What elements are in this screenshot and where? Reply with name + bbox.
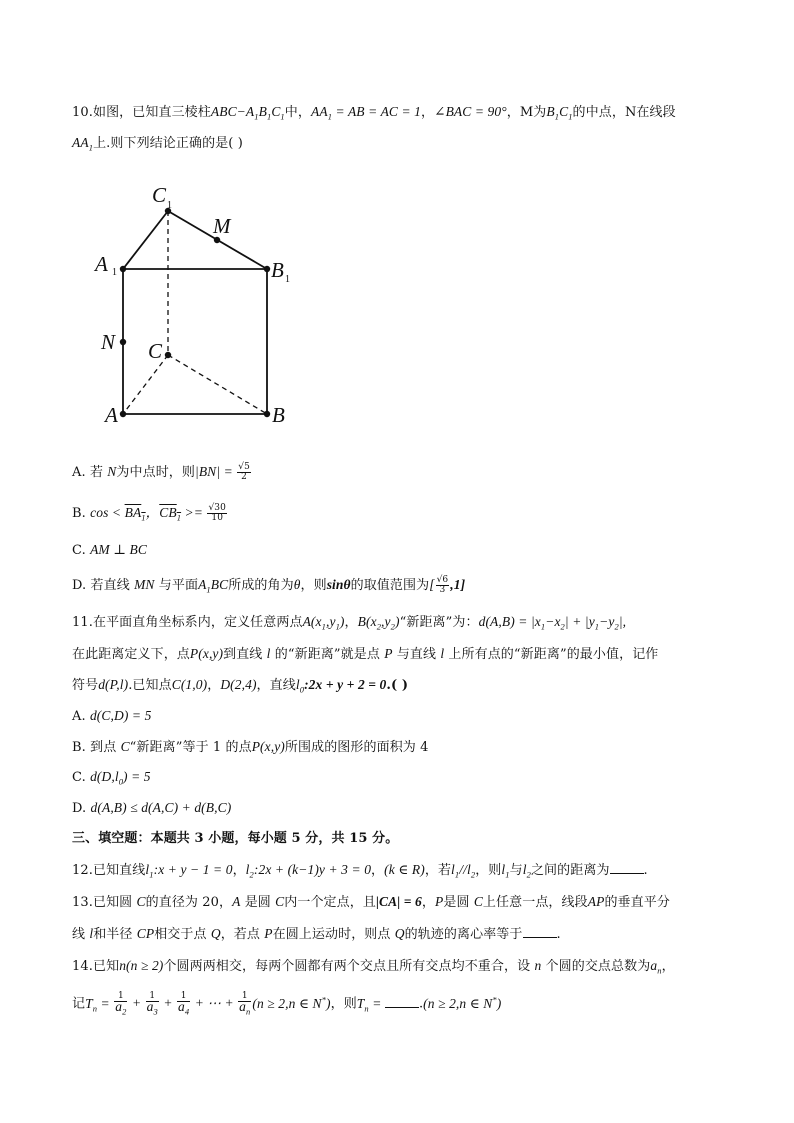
label-a: A (105, 403, 118, 427)
math: :2x + (k−1)y + 3 = 0 (253, 862, 372, 877)
math: CP (136, 926, 155, 941)
text: 的垂直平分 (604, 895, 670, 910)
text: 和半径 (93, 927, 137, 942)
math: //l (459, 862, 471, 877)
sup: * (492, 994, 497, 1004)
text: 上任意一点，线段 (482, 895, 588, 910)
text: ， (207, 678, 221, 693)
fraction (114, 992, 127, 1017)
point-b1 (264, 266, 270, 272)
label-b1-sub: 1 (285, 274, 290, 285)
math: C (120, 739, 130, 754)
math: = (97, 995, 114, 1011)
math: a (239, 998, 247, 1014)
fraction (146, 992, 159, 1017)
sub: n (246, 1006, 251, 1017)
sub: 1 (327, 111, 333, 122)
text: ， (344, 615, 358, 630)
math: A (232, 894, 241, 909)
q10-option-c (72, 541, 147, 560)
text: . (418, 996, 424, 1012)
math: θ (293, 577, 301, 592)
math: ) (339, 614, 345, 629)
math: AA (310, 104, 328, 119)
math: l (245, 862, 250, 877)
math: = (368, 995, 385, 1011)
sub: 1 (321, 621, 326, 632)
text: ， (421, 105, 435, 120)
fraction (207, 504, 227, 523)
math: ,y (325, 614, 336, 629)
denominator: 10 (211, 513, 224, 523)
sub: 1 (254, 111, 259, 122)
math: l (89, 926, 94, 941)
label-m: M (213, 214, 231, 238)
sub: n (92, 1003, 98, 1014)
math: N (107, 464, 117, 479)
math: BA (124, 505, 142, 520)
math: P(x,y) (251, 739, 285, 754)
denominator: 2 (241, 472, 247, 482)
label-b: B (272, 403, 285, 427)
sub: n (657, 965, 662, 976)
math: |, (618, 614, 627, 629)
math: n (534, 958, 542, 973)
math: ， (145, 505, 160, 520)
math: MN (134, 577, 155, 592)
edge-a1c1 (123, 211, 168, 269)
q10-option-d (72, 576, 465, 599)
text: 12.已知直线 (72, 863, 146, 878)
math: ABC−A (210, 104, 255, 119)
math: | + |y (564, 614, 595, 629)
sub: 1 (206, 584, 211, 595)
q13-line2 (72, 925, 561, 944)
math: AP (587, 894, 605, 909)
q11-option-d (72, 799, 231, 818)
math: |BN| = (195, 464, 237, 479)
sub: 4 (184, 1006, 190, 1017)
math: A(x (302, 614, 322, 629)
text: ，则 (300, 578, 327, 593)
text: ，若点 (220, 927, 265, 942)
numerator: 1 (114, 992, 127, 1002)
math: BC (210, 577, 229, 592)
sub: 1 (540, 621, 546, 632)
q10-stem-line1 (72, 103, 676, 126)
math: ,1] (450, 577, 466, 592)
text: ，则 (330, 996, 357, 1012)
point-a1 (120, 266, 126, 272)
numerator: 1 (146, 992, 159, 1002)
fraction (237, 463, 251, 482)
sub: 1 (568, 111, 573, 122)
sub: 2 (249, 869, 254, 880)
sub: n (364, 1003, 369, 1014)
text: ，若 (424, 863, 452, 878)
text: A. 若 (72, 465, 108, 480)
text: .已知点 (128, 678, 172, 693)
text: 13.已知圆 (72, 895, 137, 910)
label-c1: C (152, 183, 167, 207)
sub: 1 (505, 869, 510, 880)
sub: 1 (280, 111, 285, 122)
q11-stem-line1 (72, 613, 626, 636)
text: “新距离”等于 1 的点 (129, 740, 252, 755)
math: :2x + y + 2 = 0 (304, 677, 387, 692)
math: cos < (90, 505, 125, 520)
edge-cb-hidden (168, 355, 267, 414)
math: |CA| = 6 (375, 894, 422, 909)
math: (n ≥ 2,n ∈ N (252, 995, 322, 1011)
math: >= (181, 505, 207, 520)
math: ) (325, 995, 331, 1011)
math: l (522, 862, 527, 877)
text: 11.在平面直角坐标系内，定义任意两点 (72, 615, 303, 630)
label-b1: B (271, 258, 284, 282)
sub: 1 (554, 111, 560, 122)
sub: 2 (526, 869, 531, 880)
text: 中， (284, 105, 311, 120)
text: 与平面 (154, 578, 199, 593)
math: d(A,B) = |x (478, 614, 541, 629)
text: ， (661, 959, 675, 974)
math: a (115, 998, 123, 1014)
math: B(x (357, 614, 377, 629)
text: ， (232, 863, 246, 878)
text: ， (371, 863, 385, 878)
sub: 2 (390, 621, 395, 632)
sub: 1 (88, 142, 94, 153)
sup: * (321, 994, 326, 1004)
text: 在圆上运动时，则点 (272, 927, 395, 942)
text: ，则 (475, 863, 502, 878)
fraction (238, 992, 251, 1017)
text: . (643, 863, 648, 878)
math: C(1,0) (171, 677, 208, 692)
math: T (85, 995, 93, 1011)
label-c: C (148, 339, 163, 363)
math: l (266, 646, 271, 661)
math: AM ⊥ BC (90, 542, 147, 557)
math: B (258, 104, 267, 119)
q14-line1 (72, 957, 675, 980)
text: 的轨迹的离心率等于 (404, 927, 523, 942)
q12 (72, 861, 648, 884)
math: (k ∈ R) (384, 862, 425, 877)
section-heading: 三、填空题：本题共 3 小题，每小题 5 分，共 15 分。 (72, 831, 399, 846)
text: 与直线 (392, 647, 441, 662)
q11-stem-line3 (72, 676, 408, 699)
sub: 0 (299, 684, 305, 695)
text: 为中点时，则 (116, 465, 196, 480)
q11-option-c (72, 768, 151, 791)
sub: 0 (118, 776, 124, 787)
text: 记 (72, 996, 86, 1012)
point-b (264, 411, 270, 417)
math: l (440, 646, 445, 661)
q10-option-a (72, 463, 252, 482)
math: a (146, 998, 154, 1014)
math: d(D,l (90, 769, 119, 784)
numerator: √5 (238, 462, 250, 472)
text: ，M为 (506, 105, 547, 120)
sub: 2 (122, 1006, 127, 1017)
text: “新距离”为： (399, 615, 479, 630)
sub: 2 (614, 621, 619, 632)
math: −y (599, 614, 615, 629)
math: ) (394, 614, 400, 629)
text: 是圆 (443, 895, 474, 910)
text: 与 (509, 863, 523, 878)
math: ) (496, 995, 502, 1011)
sub: 1 (594, 621, 600, 632)
text: D. (72, 801, 91, 816)
numerator: √30 (208, 503, 226, 513)
sub: 1 (454, 869, 460, 880)
sub: 2 (560, 621, 565, 632)
math: l (295, 677, 300, 692)
point-a (120, 411, 126, 417)
text: 上所有点的“新距离”的最小值，记作 (444, 647, 659, 662)
math: AA (72, 135, 89, 150)
text: 是圆 (240, 895, 276, 910)
answer-blank[interactable] (523, 925, 557, 938)
math: a (178, 998, 185, 1014)
text: B. 到点 (72, 740, 121, 755)
prism-figure (92, 178, 302, 428)
text: 内一个定点，且 (284, 895, 376, 910)
math: P (435, 894, 444, 909)
text: ， (421, 895, 436, 910)
math: + (128, 995, 145, 1011)
sub: 3 (153, 1006, 158, 1017)
sub: 1 (149, 869, 154, 880)
math: l (145, 862, 150, 877)
sub: 2 (376, 621, 382, 632)
text: 的中点，N在线段 (572, 105, 676, 120)
q10-option-b (72, 504, 228, 527)
text: 之间的距离为 (530, 863, 610, 878)
math: ,y (381, 614, 391, 629)
math: :x + y − 1 = 0 (153, 862, 233, 877)
q13-line1 (72, 893, 670, 912)
text: 符号 (72, 678, 99, 693)
point-c (165, 352, 171, 358)
math: B (546, 104, 555, 119)
math: sinθ (326, 577, 351, 592)
math: −x (545, 614, 561, 629)
math: CB (159, 505, 177, 520)
text: 相交于点 (154, 927, 211, 942)
text: .( ) (386, 678, 409, 693)
math: P (264, 926, 273, 941)
label-a1-sub: 1 (112, 267, 117, 278)
math: C (559, 104, 569, 119)
math: C (275, 894, 285, 909)
text: 个圆两两相交，每两个圆都有两个交点且所有交点均不重合，设 (163, 959, 535, 974)
text: 所围成的图形的面积为 4 (284, 740, 429, 755)
text: 的“新距离”就是点 (270, 647, 385, 662)
label-a1: A (95, 252, 108, 276)
sub: 1 (335, 621, 340, 632)
text: B. (72, 506, 91, 521)
math: D(2,4) (220, 677, 257, 692)
text: 10.如图，已知直三棱柱 (72, 105, 211, 120)
q11-option-b (72, 738, 429, 757)
text: 上.则下列结论正确的是( ) (93, 136, 243, 151)
math: T (356, 995, 365, 1011)
text: 的直径为 20， (145, 895, 233, 910)
math: (n ≥ 2,n ∈ N (423, 995, 493, 1011)
math: + ⋯ + (191, 995, 238, 1011)
denominator: 3 (439, 585, 446, 595)
math: d(C,D) = 5 (89, 708, 152, 723)
math: d(A,B) ≤ d(A,C) + d(B,C) (90, 800, 232, 815)
answer-blank[interactable] (610, 861, 644, 874)
text: 14.已知 (72, 959, 120, 974)
sub: 2 (470, 869, 476, 880)
label-c1-sub: 1 (167, 200, 172, 211)
math: = AB = AC = 1 (332, 104, 422, 119)
text: 的取值范围为 (350, 578, 430, 593)
text: D. 若直线 (72, 578, 135, 593)
math: [ (429, 577, 435, 592)
sub: 1 (266, 111, 272, 122)
numerator: 1 (238, 992, 251, 1002)
math: P (384, 646, 393, 661)
edge-ca-hidden (123, 355, 168, 414)
math: C (271, 104, 281, 119)
math: Q (394, 926, 405, 941)
text: 到直线 (223, 647, 267, 662)
q10-stem-line2 (72, 134, 243, 157)
fraction (436, 576, 450, 595)
numerator: √6 (436, 575, 449, 585)
label-n: N (101, 330, 116, 354)
text: ，直线 (256, 678, 296, 693)
math: l (501, 862, 506, 877)
q11-stem-line2 (72, 645, 658, 664)
sub: 1 (141, 512, 146, 523)
math: d(P,l) (98, 677, 129, 692)
math: l (451, 862, 455, 877)
math: n(n ≥ 2) (119, 958, 164, 973)
text: C. (72, 543, 91, 558)
math: a (650, 958, 658, 973)
sub: 1 (176, 512, 182, 523)
math: Q (210, 926, 221, 941)
math: ∠BAC = 90° (434, 104, 507, 119)
q14-line2 (72, 990, 501, 1017)
text: 所成的角为 (228, 578, 294, 593)
text: 线 (72, 927, 90, 942)
point-n (120, 339, 126, 345)
answer-blank[interactable] (385, 995, 419, 1008)
math: A (198, 577, 207, 592)
text: . (556, 927, 561, 942)
math: C (473, 894, 483, 909)
text: 在此距离定义下，点 (72, 647, 190, 662)
text: 个圆的交点总数为 (541, 959, 651, 974)
math: + (159, 995, 177, 1011)
fraction (177, 992, 190, 1017)
math: ) = 5 (123, 769, 151, 784)
q11-option-a (72, 707, 151, 726)
math: P(x,y) (189, 646, 224, 661)
text: C. (72, 770, 91, 785)
math: C (136, 894, 146, 909)
text: A. (72, 709, 90, 724)
numerator: 1 (177, 992, 190, 1002)
